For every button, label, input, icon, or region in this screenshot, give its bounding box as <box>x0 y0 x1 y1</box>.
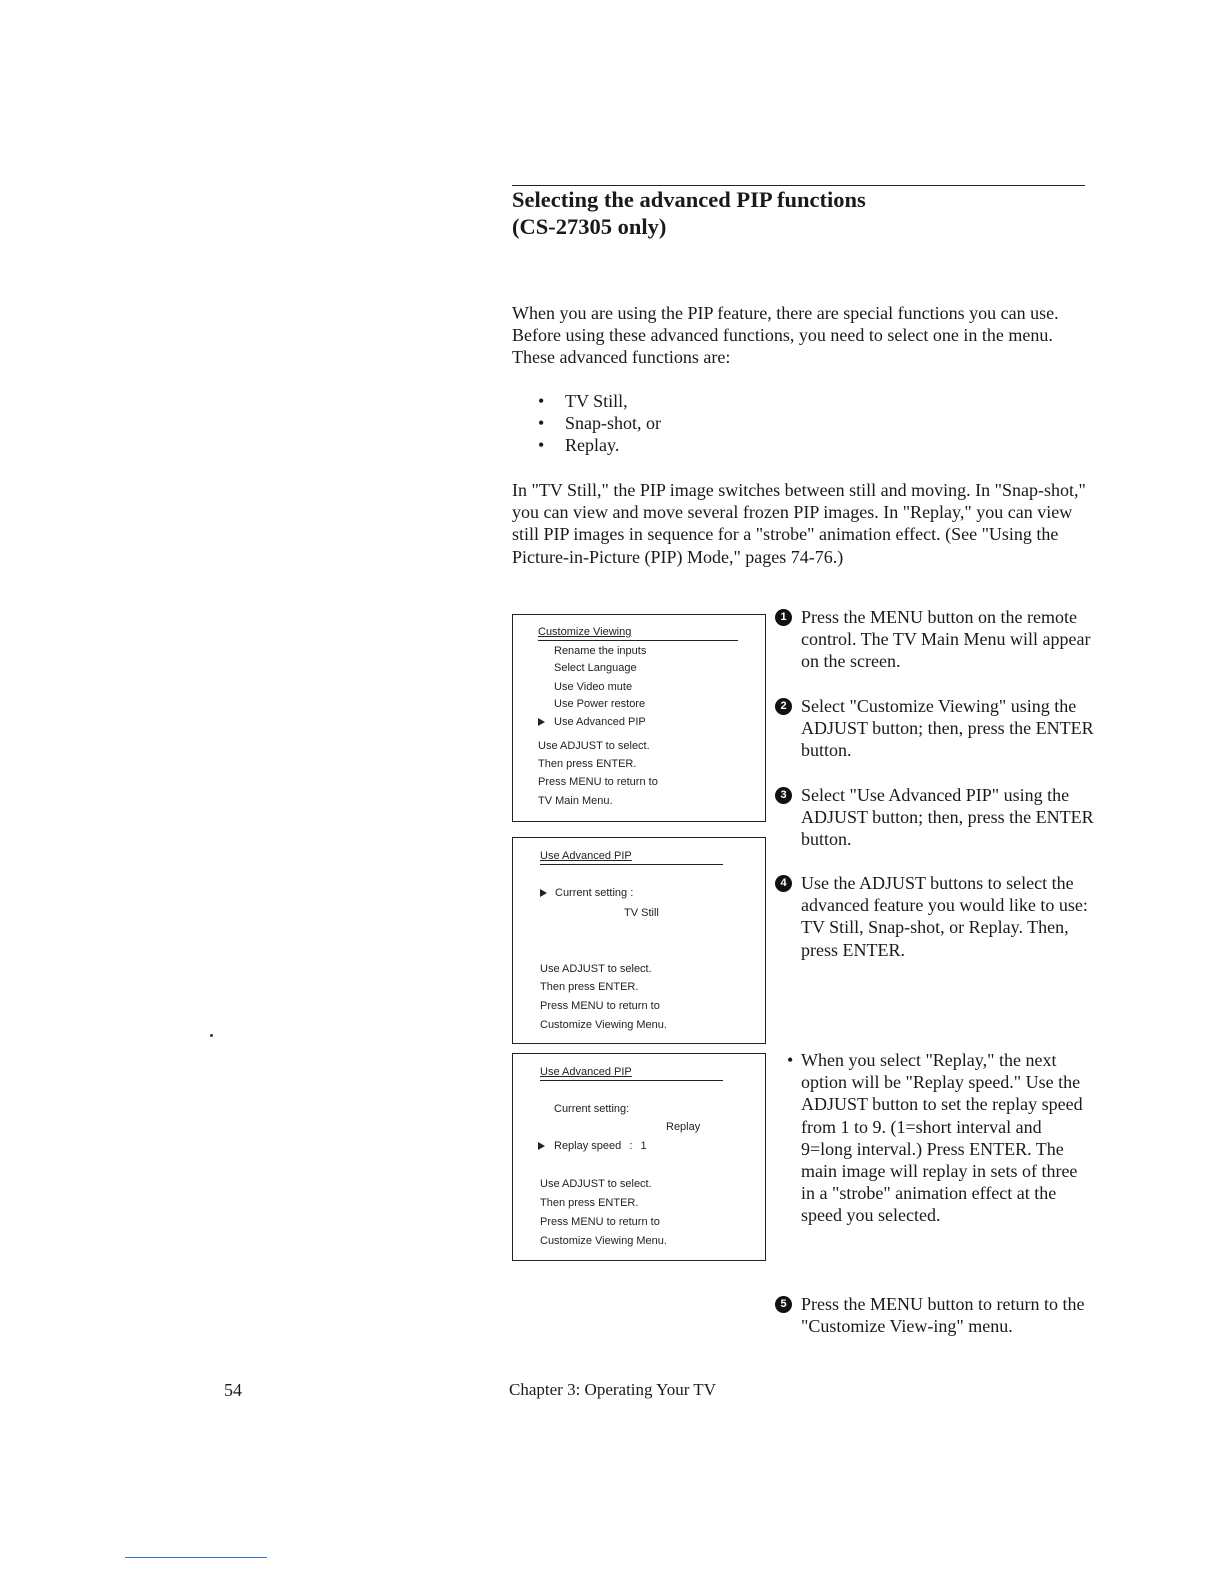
screen-title-underline <box>540 1080 723 1081</box>
function-list <box>538 390 661 457</box>
selection-arrow-icon <box>538 718 545 726</box>
menu-item: Use Video mute <box>554 681 633 693</box>
step-number-icon: 4 <box>775 875 792 892</box>
page-number: 54 <box>224 1380 242 1400</box>
help-text: Use ADJUST to select. <box>538 740 650 752</box>
section-title <box>512 186 1085 240</box>
step-4 <box>775 872 1095 961</box>
help-text: Then press ENTER. <box>538 758 637 770</box>
screen-title: Use Advanced PIP <box>540 850 632 862</box>
selection-arrow-icon <box>538 1142 545 1150</box>
help-text: Press MENU to return to <box>538 776 658 788</box>
step-5 <box>775 1293 1095 1337</box>
step-number-icon: 5 <box>775 1296 792 1313</box>
replay-speed-separator: : <box>629 1140 633 1152</box>
help-text: Use ADJUST to select. <box>540 963 652 975</box>
menu-item: Select Language <box>554 662 637 674</box>
step-3 <box>775 784 1095 851</box>
current-setting-value: Replay <box>666 1121 701 1133</box>
description-paragraph: In "TV Still," the PIP image switches between still and moving. In "Snap-shot," you can view and move several frozen PIP images. In "Replay," you can view still PIP images in sequence for a "strobe" animation effect. (See "Using the Picture-in-Picture (PIP) Mode," pages 74-76.) <box>512 480 1086 567</box>
menu-item: Rename the inputs <box>554 645 647 657</box>
title-line-1: Selecting the advanced PIP functions <box>512 187 866 212</box>
help-text: TV Main Menu. <box>538 795 613 807</box>
step-number-icon: 3 <box>775 787 792 804</box>
current-setting-label: Current setting : <box>555 887 634 899</box>
menu-screen-advanced-pip-still <box>512 837 766 1044</box>
help-text: Press MENU to return to <box>540 1216 660 1228</box>
help-text: Customize Viewing Menu. <box>540 1235 667 1247</box>
menu-screen-advanced-pip-replay <box>512 1053 766 1261</box>
step-number-icon: 1 <box>775 609 792 626</box>
bottom-divider <box>125 1557 267 1558</box>
current-setting-value: TV Still <box>624 907 659 919</box>
replay-note <box>787 1049 1087 1227</box>
step-text: Select "Use Advanced PIP" using the ADJUST button; then, press the ENTER button. <box>801 785 1094 850</box>
step-text: Press the MENU button on the remote control. The TV Main Menu will appear on the screen. <box>801 607 1091 672</box>
help-text: Then press ENTER. <box>540 1197 639 1209</box>
help-text: Press MENU to return to <box>540 1000 660 1012</box>
note-text: When you select "Replay," the next option will be "Replay speed." Use the ADJUST button to set the replay speed from 1 to 9. (1=short interval and 9=long interval.) Press ENTER. The main image will replay in sets of three in a "strobe" animation effect at the speed you selected. <box>801 1050 1083 1226</box>
help-text: Then press ENTER. <box>540 981 639 993</box>
screen-title-underline <box>540 864 723 865</box>
replay-speed-value: 1 <box>640 1140 647 1152</box>
step-text: Select "Customize Viewing" using the ADJUST button; then, press the ENTER button. <box>801 696 1094 761</box>
step-2 <box>775 695 1095 762</box>
menu-item: Use Power restore <box>554 698 646 710</box>
list-item: • TV Still, <box>538 390 661 412</box>
step-number-icon: 2 <box>775 698 792 715</box>
help-text: Customize Viewing Menu. <box>540 1019 667 1031</box>
note-bullet: • <box>787 1050 794 1070</box>
chapter-footer: Chapter 3: Operating Your TV <box>509 1380 716 1399</box>
current-setting-label: Current setting: <box>554 1103 630 1115</box>
selection-arrow-icon <box>540 889 547 897</box>
help-text: Use ADJUST to select. <box>540 1178 652 1190</box>
title-line-2: (CS-27305 only) <box>512 214 667 239</box>
screen-title: Use Advanced PIP <box>540 1066 632 1078</box>
list-item: • Replay. <box>538 434 661 456</box>
step-text: Press the MENU button to return to the "Customize View-ing" menu. <box>801 1294 1085 1337</box>
replay-speed-label: Replay speed <box>554 1140 622 1152</box>
scan-speck <box>210 1034 213 1037</box>
screen-title-underline <box>538 640 738 641</box>
step-text: Use the ADJUST buttons to select the advanced feature you would like to use: TV Still, Snap-shot, or Replay. Then, press ENTER. <box>801 873 1088 960</box>
screen-title: Customize Viewing <box>538 626 632 638</box>
intro-paragraph: When you are using the PIP feature, there are special functions you can use. Before using these advanced functions, you need to select one in the menu. These advanced functions are: <box>512 303 1059 368</box>
menu-item-selected: Use Advanced PIP <box>554 716 646 728</box>
menu-screen-customize-viewing <box>512 614 766 822</box>
step-1 <box>775 606 1095 673</box>
list-item: • Snap-shot, or <box>538 412 661 434</box>
replay-speed-row <box>554 1139 647 1153</box>
